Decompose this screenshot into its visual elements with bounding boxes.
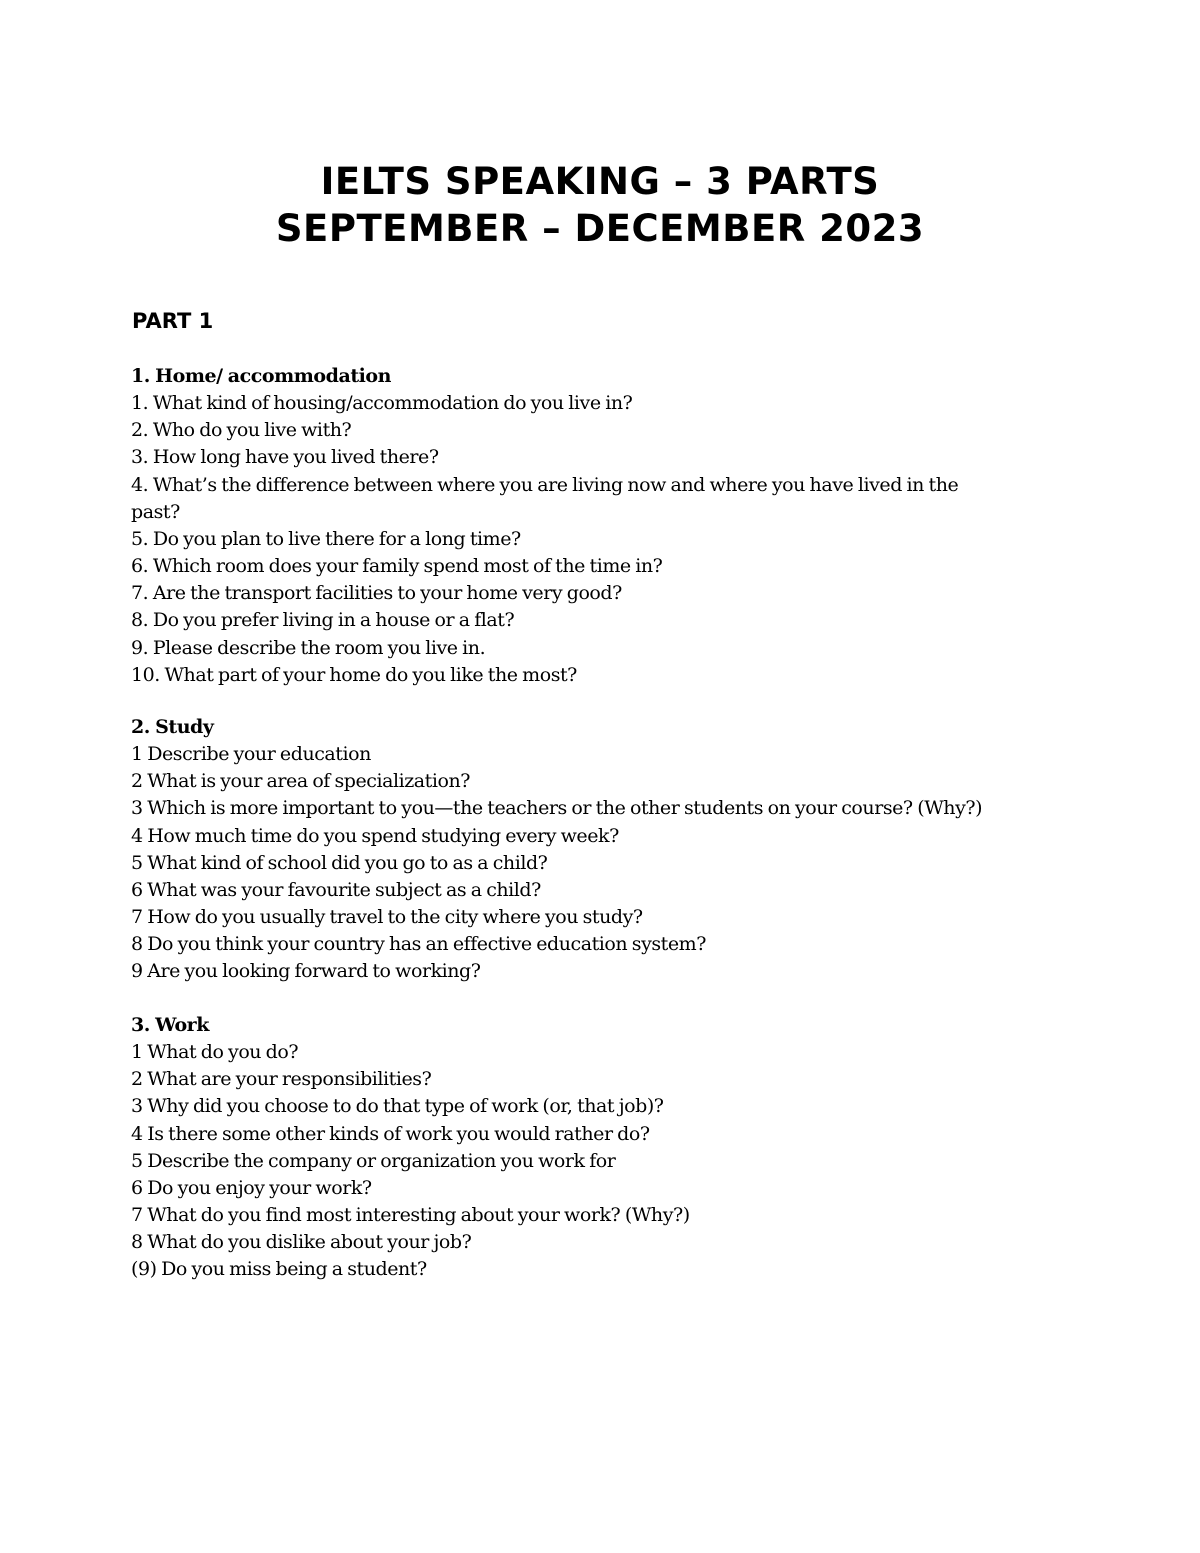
question-item: 5 Describe the company or organization you work for bbox=[131, 1149, 616, 1172]
question-item: 1 Describe your education bbox=[131, 743, 371, 766]
question-item: 4. What’s the difference between where you are living now and where you have lived in the past? bbox=[131, 473, 959, 523]
question-item: 7. Are the transport facilities to your home very good? bbox=[131, 582, 622, 605]
document-title: IELTS SPEAKING – 3 PARTS bbox=[320, 160, 880, 203]
question-item: 6 Do you enjoy your work? bbox=[131, 1176, 372, 1199]
question-item: 4 Is there some other kinds of work you would rather do? bbox=[131, 1122, 650, 1145]
question-item: 2 What are your responsibilities? bbox=[131, 1068, 432, 1091]
question-item: 3 Which is more important to you—the teachers or the other students on your course? (Why?) bbox=[131, 797, 983, 820]
question-item: 2. Who do you live with? bbox=[131, 419, 352, 442]
question-item: 10. What part of your home do you like the most? bbox=[131, 663, 577, 686]
section-study bbox=[131, 714, 1131, 986]
question-item: 4 How much time do you spend studying every week? bbox=[131, 824, 619, 847]
question-item: 6 What was your favourite subject as a child? bbox=[131, 878, 541, 901]
question-item: 6. Which room does your family spend most of the time in? bbox=[131, 555, 663, 578]
question-item: 1 What do you do? bbox=[131, 1041, 299, 1064]
document-subtitle: SEPTEMBER – DECEMBER 2023 bbox=[275, 207, 925, 250]
question-item: 8. Do you prefer living in a house or a flat? bbox=[131, 609, 515, 632]
question-item: 7 How do you usually travel to the city where you study? bbox=[131, 906, 643, 929]
part-heading: PART 1 bbox=[132, 309, 214, 333]
question-item: 8 What do you dislike about your job? bbox=[131, 1231, 472, 1254]
question-item: (9) Do you miss being a student? bbox=[131, 1258, 427, 1281]
question-item: 5. Do you plan to live there for a long time? bbox=[131, 527, 521, 550]
section-heading-work: 3. Work bbox=[131, 1014, 209, 1036]
question-item: 9. Please describe the room you live in. bbox=[131, 636, 486, 659]
section-heading-study: 2. Study bbox=[131, 716, 214, 738]
question-item: 9 Are you looking forward to working? bbox=[131, 960, 481, 983]
section-work bbox=[131, 1012, 1131, 1284]
section-home bbox=[131, 363, 1131, 689]
question-item: 5 What kind of school did you go to as a child? bbox=[131, 851, 548, 874]
section-heading-home: 1. Home/ accommodation bbox=[131, 365, 392, 387]
question-item: 8 Do you think your country has an effective education system? bbox=[131, 933, 706, 956]
question-item: 3. How long have you lived there? bbox=[131, 446, 439, 469]
question-item: 1. What kind of housing/accommodation do you live in? bbox=[131, 392, 633, 415]
question-item: 2 What is your area of specialization? bbox=[131, 770, 470, 793]
question-item: 3 Why did you choose to do that type of work (or, that job)? bbox=[131, 1095, 664, 1118]
question-item: 7 What do you find most interesting about your work? (Why?) bbox=[131, 1204, 690, 1227]
